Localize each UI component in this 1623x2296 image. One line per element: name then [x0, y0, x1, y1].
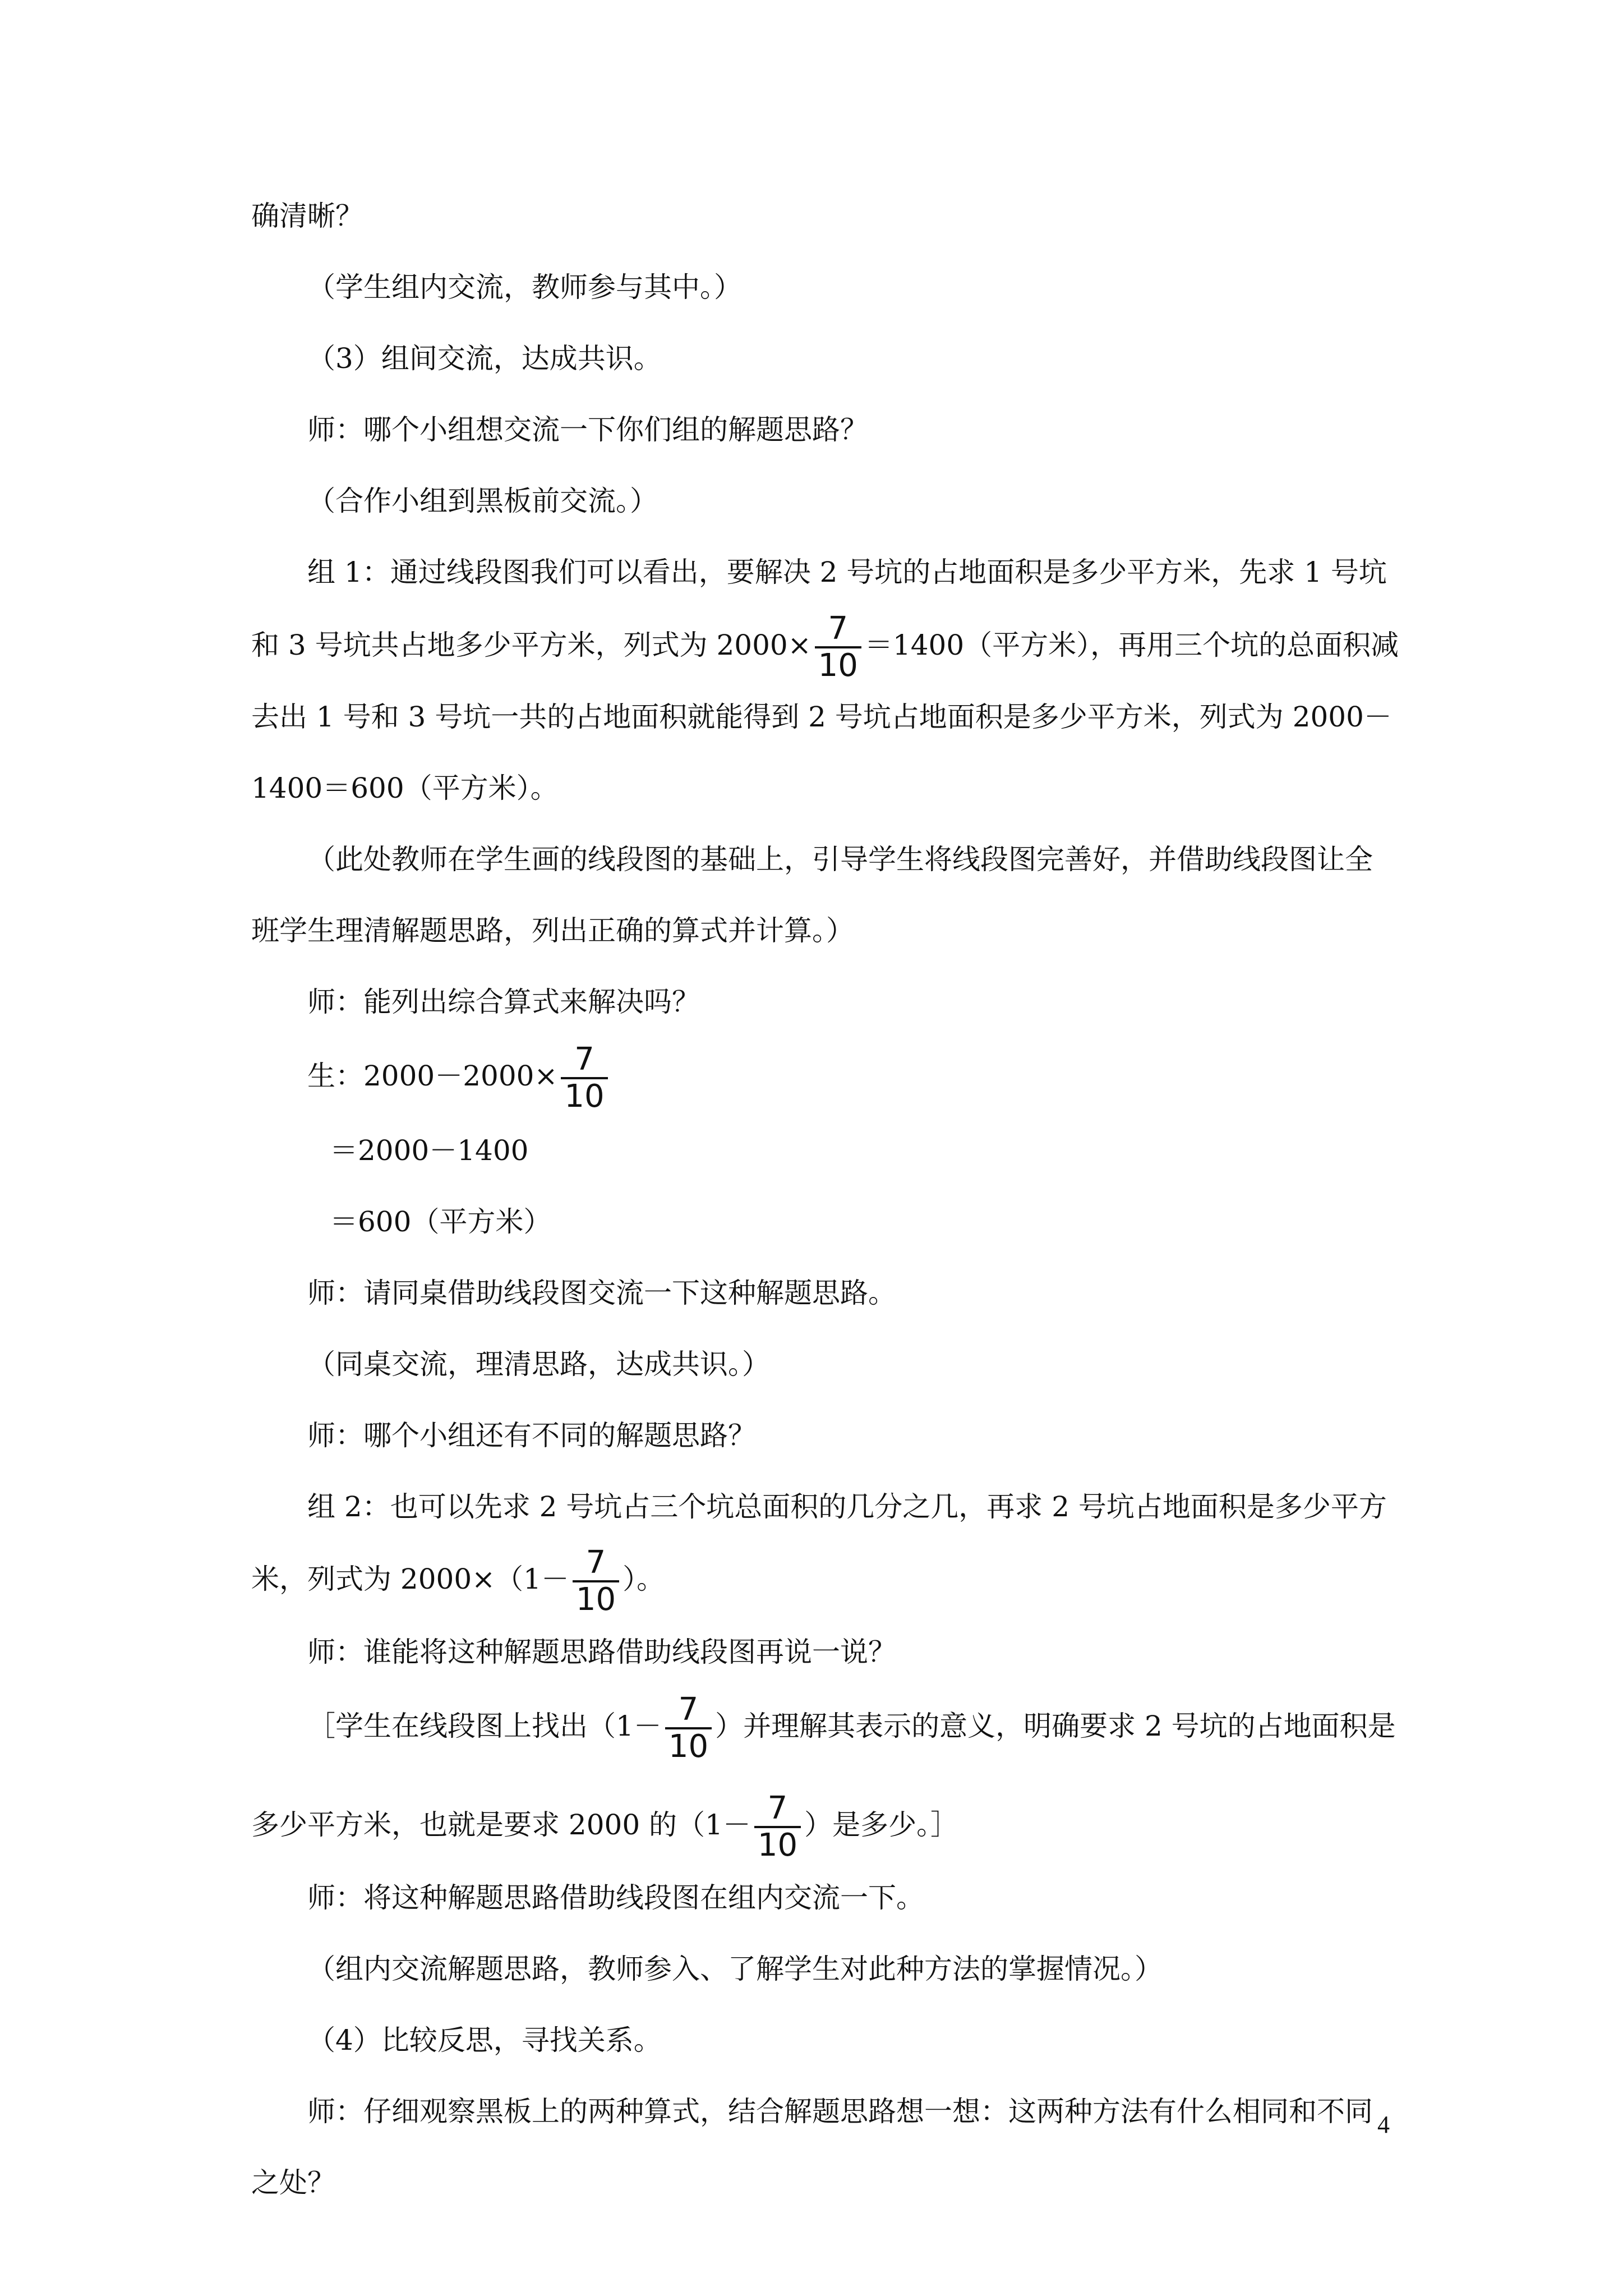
equation-line: ＝600（平方米）	[330, 1205, 552, 1238]
text-segment: ）是多少。］	[804, 1809, 959, 1841]
text-segment: 米，列式为 2000×（1－	[251, 1563, 569, 1595]
text-segment: ［学生在线段图上找出（1－	[307, 1710, 662, 1742]
fraction-7-10	[815, 611, 861, 683]
fraction-denominator: 10	[665, 1727, 712, 1764]
fraction-denominator: 10	[754, 1826, 801, 1863]
text-segment: ）。	[623, 1563, 665, 1595]
fraction-7-10	[665, 1692, 712, 1764]
paragraph-line: 师：仔细观察黑板上的两种算式，结合解题思路想一想：这两种方法有什么相同和不同	[307, 2095, 1373, 2128]
fraction-numerator: 7	[574, 1041, 594, 1078]
fraction-7-10	[754, 1791, 801, 1863]
paragraph-line: （学生组内交流，教师参与其中。）	[307, 271, 742, 303]
equation-line	[307, 1025, 611, 1126]
fraction-numerator: 7	[678, 1691, 699, 1728]
paragraph-line: 师：请同桌借助线段图交流一下这种解题思路。	[307, 1277, 896, 1309]
paragraph-line: 师：谁能将这种解题思路借助线段图再说一说？	[307, 1636, 896, 1668]
paragraph-line: 师：将这种解题思路借助线段图在组内交流一下。	[307, 1881, 924, 1914]
section-heading: （3）组间交流，达成共识。	[307, 342, 662, 375]
paragraph-line: 1400＝600（平方米）。	[251, 772, 559, 804]
page-number: 4	[1377, 2111, 1390, 2138]
paragraph-line: 组 2：也可以先求 2 号坑占三个坑总面积的几分之几，再求 2 号坑占地面积是多少平方	[307, 1490, 1387, 1523]
paragraph-line: 班学生理清解题思路，列出正确的算式并计算。）	[251, 914, 854, 947]
equation-line: ＝2000－1400	[330, 1134, 529, 1167]
paragraph-line: 师：能列出综合算式来解决吗？	[307, 986, 700, 1018]
fraction-numerator: 7	[828, 610, 849, 647]
paragraph-line: （组内交流解题思路，教师参入、了解学生对此种方法的掌握情况。）	[307, 1953, 1163, 1985]
fraction-7-10	[573, 1545, 619, 1617]
paragraph-line: 师：哪个小组还有不同的解题思路？	[307, 1419, 756, 1452]
paragraph-line-with-fraction	[251, 595, 1399, 696]
paragraph-line-with-fraction	[251, 1529, 665, 1630]
fraction-7-10	[561, 1042, 607, 1114]
fraction-denominator: 10	[815, 646, 861, 683]
paragraph-line: 之处？	[251, 2166, 335, 2199]
paragraph-line: （此处教师在学生画的线段图的基础上，引导学生将线段图完善好，并借助线段图让全	[307, 843, 1373, 876]
text-segment: ）并理解其表示的意义，明确要求 2 号坑的占地面积是	[715, 1710, 1396, 1742]
fraction-numerator: 7	[585, 1544, 606, 1581]
paragraph-line: 确清晰？	[251, 200, 363, 232]
fraction-numerator: 7	[767, 1790, 788, 1826]
text-segment: 多少平方米，也就是要求 2000 的（1－	[251, 1809, 751, 1841]
text-segment: 和 3 号坑共占地多少平方米，列式为 2000×	[251, 629, 811, 661]
text-segment: ＝1400（平方米），再用三个坑的总面积减	[864, 629, 1399, 661]
section-heading: （4）比较反思，寻找关系。	[307, 2024, 662, 2056]
paragraph-line: （同桌交流，理清思路，达成共识。）	[307, 1348, 770, 1381]
paragraph-line: 去出 1 号和 3 号坑一共的占地面积就能得到 2 号坑占地面积是多少平方米，列式为 2000－	[251, 701, 1392, 733]
fraction-denominator: 10	[561, 1077, 607, 1114]
paragraph-line-with-fraction	[251, 1774, 958, 1875]
paragraph-line-with-fraction	[307, 1676, 1396, 1777]
text-segment: 生：2000－2000×	[307, 1060, 558, 1092]
paragraph-line: 组 1：通过线段图我们可以看出，要解决 2 号坑的占地面积是多少平方米，先求 1 号坑	[307, 556, 1387, 588]
paragraph-line: 师：哪个小组想交流一下你们组的解题思路？	[307, 413, 868, 446]
paragraph-line: （合作小组到黑板前交流。）	[307, 485, 658, 517]
fraction-denominator: 10	[573, 1580, 619, 1617]
